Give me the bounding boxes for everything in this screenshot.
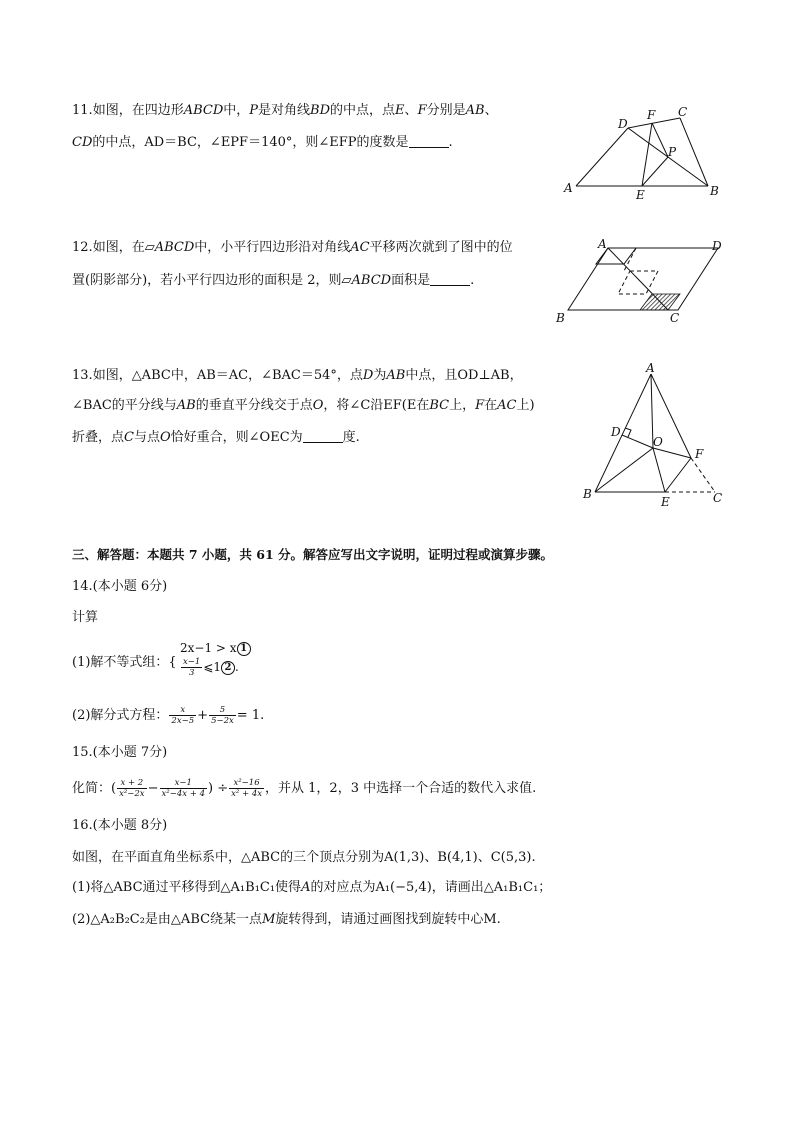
inequality-2: $\frac{x-1}{3}$ ⩽1 2 . — [183, 657, 239, 678]
q14-intro: 计算 — [72, 610, 99, 625]
label-f: F — [695, 447, 704, 461]
segment-bo — [595, 448, 653, 492]
q11-line1: 11.如图，在四边形ABCD中，P是对角线BD的中点，点E、F分别是AB、 — [72, 103, 498, 118]
q12-line1: 12.如图，在▱ABCD中，小平行四边形沿对角线AC平移两次就到了图中的位 — [72, 240, 513, 255]
circled-number-2: 2 — [221, 661, 235, 675]
label-a: A — [564, 181, 573, 195]
answer-blank[interactable] — [409, 133, 449, 148]
label-c: C — [670, 311, 680, 325]
segment-of — [653, 448, 691, 458]
q13-line3: 折叠，点C与点O恰好重合，则∠OEC为 度. — [72, 430, 360, 445]
segment-do — [622, 435, 653, 448]
q11-line2: CD的中点，AD＝BC，∠EPF＝140°，则∠EFP的度数是 . — [72, 135, 453, 150]
label-d: D — [611, 425, 621, 439]
label-b: B — [556, 311, 565, 325]
fraction: $\frac{x-1}{3}$ — [183, 657, 201, 678]
label-c: C — [713, 491, 723, 505]
segment-oe — [653, 448, 665, 492]
label-e: E — [636, 188, 645, 202]
label-b: B — [710, 184, 719, 198]
fraction: $\frac{x}{2x-5}$ — [171, 705, 195, 726]
dashed-line — [624, 248, 636, 271]
q15-header: 15.(本小题 7分) — [72, 745, 168, 760]
q12-line2: 置(阴影部分)，若小平行四边形的面积是 2，则▱ABCD面积是 . — [72, 273, 475, 288]
label-c: C — [678, 105, 688, 119]
question-number: 13. — [72, 368, 93, 383]
q12-figure — [550, 236, 730, 328]
q11-figure — [560, 104, 730, 204]
answer-blank[interactable] — [303, 428, 343, 443]
label-a: A — [598, 237, 607, 251]
q15-expression: 化简：( $\frac{x + 2}{\text{x²−2x}}$ − $\frac{x-1}{\text{x²−4x + 4}}$ ) ÷ $\frac{\text{x²−16}}{\text{x² + 4x}}$ ，并从 1，2，3 中选择一个合适的数代入求值. — [72, 778, 537, 799]
inequality-1: 2x−1 > x 1 — [180, 640, 251, 656]
fraction: $\frac{x + 2}{\text{x²−2x}}$ — [119, 778, 145, 799]
inequality-system — [180, 640, 251, 678]
section-3-heading: 三、解答题：本题共 7 小题，共 61 分。解答应写出文字说明，证明过程或演算步骤。 — [72, 547, 554, 562]
question-number: 11. — [72, 103, 93, 118]
label-p: P — [668, 145, 677, 159]
dashed-parallelogram — [618, 271, 658, 294]
label-e: E — [661, 495, 670, 509]
circled-number-1: 1 — [237, 642, 251, 656]
q14-header: 14.(本小题 6分) — [72, 579, 168, 594]
label-d: D — [618, 117, 628, 131]
diagonal-ac — [608, 248, 668, 310]
fraction: $\frac{5}{5-2x}$ — [211, 705, 234, 726]
q13-line1: 13.如图，△ABC中，AB＝AC，∠BAC＝54°，点D为AB中点，且OD⊥AB， — [72, 368, 523, 383]
q16-header: 16.(本小题 8分) — [72, 818, 168, 833]
fraction: $\frac{x-1}{\text{x²−4x + 4}}$ — [161, 778, 205, 799]
q13-line2: ∠BAC的平分线与AB的垂直平分线交于点O，将∠C沿EF(E在BC上，F在AC上) — [72, 398, 535, 413]
right-angle-mark — [625, 428, 631, 437]
q14-part1-label: (1)解不等式组：{ — [72, 655, 177, 670]
q16-part1: (1)将△ABC通过平移得到△A₁B₁C₁使得A的对应点为A₁(−5,4)，请画出△A₁B₁C₁； — [72, 880, 552, 895]
segment-ad — [576, 128, 628, 186]
label-a: A — [646, 362, 655, 375]
q16-part2: (2)△A₂B₂C₂是由△ABC绕某一点M旋转得到，请通过画图找到旋转中心M. — [72, 912, 501, 927]
label-f: F — [647, 108, 656, 122]
q13-figure — [575, 362, 735, 512]
fraction: $\frac{\text{x²−16}}{\text{x² + 4x}}$ — [231, 778, 263, 799]
label-o: O — [653, 435, 663, 449]
answer-blank[interactable] — [430, 271, 470, 286]
label-d: D — [712, 239, 722, 253]
q14-part2: (2)解分式方程： $\frac{x}{2x-5}$ + $\frac{5}{5-2x}$ = 1. — [72, 705, 265, 726]
segment-ef — [665, 458, 691, 492]
parallelogram-abcd — [568, 248, 718, 310]
label-b: B — [583, 487, 592, 501]
q16-intro: 如图，在平面直角坐标系中，△ABC的三个顶点分别为A(1,3)、B(4,1)、C(5,3). — [72, 850, 536, 865]
segment-fc-dashed — [691, 458, 715, 492]
segment-ab — [595, 374, 651, 492]
question-number: 12. — [72, 240, 93, 255]
segment-fp — [652, 123, 668, 157]
